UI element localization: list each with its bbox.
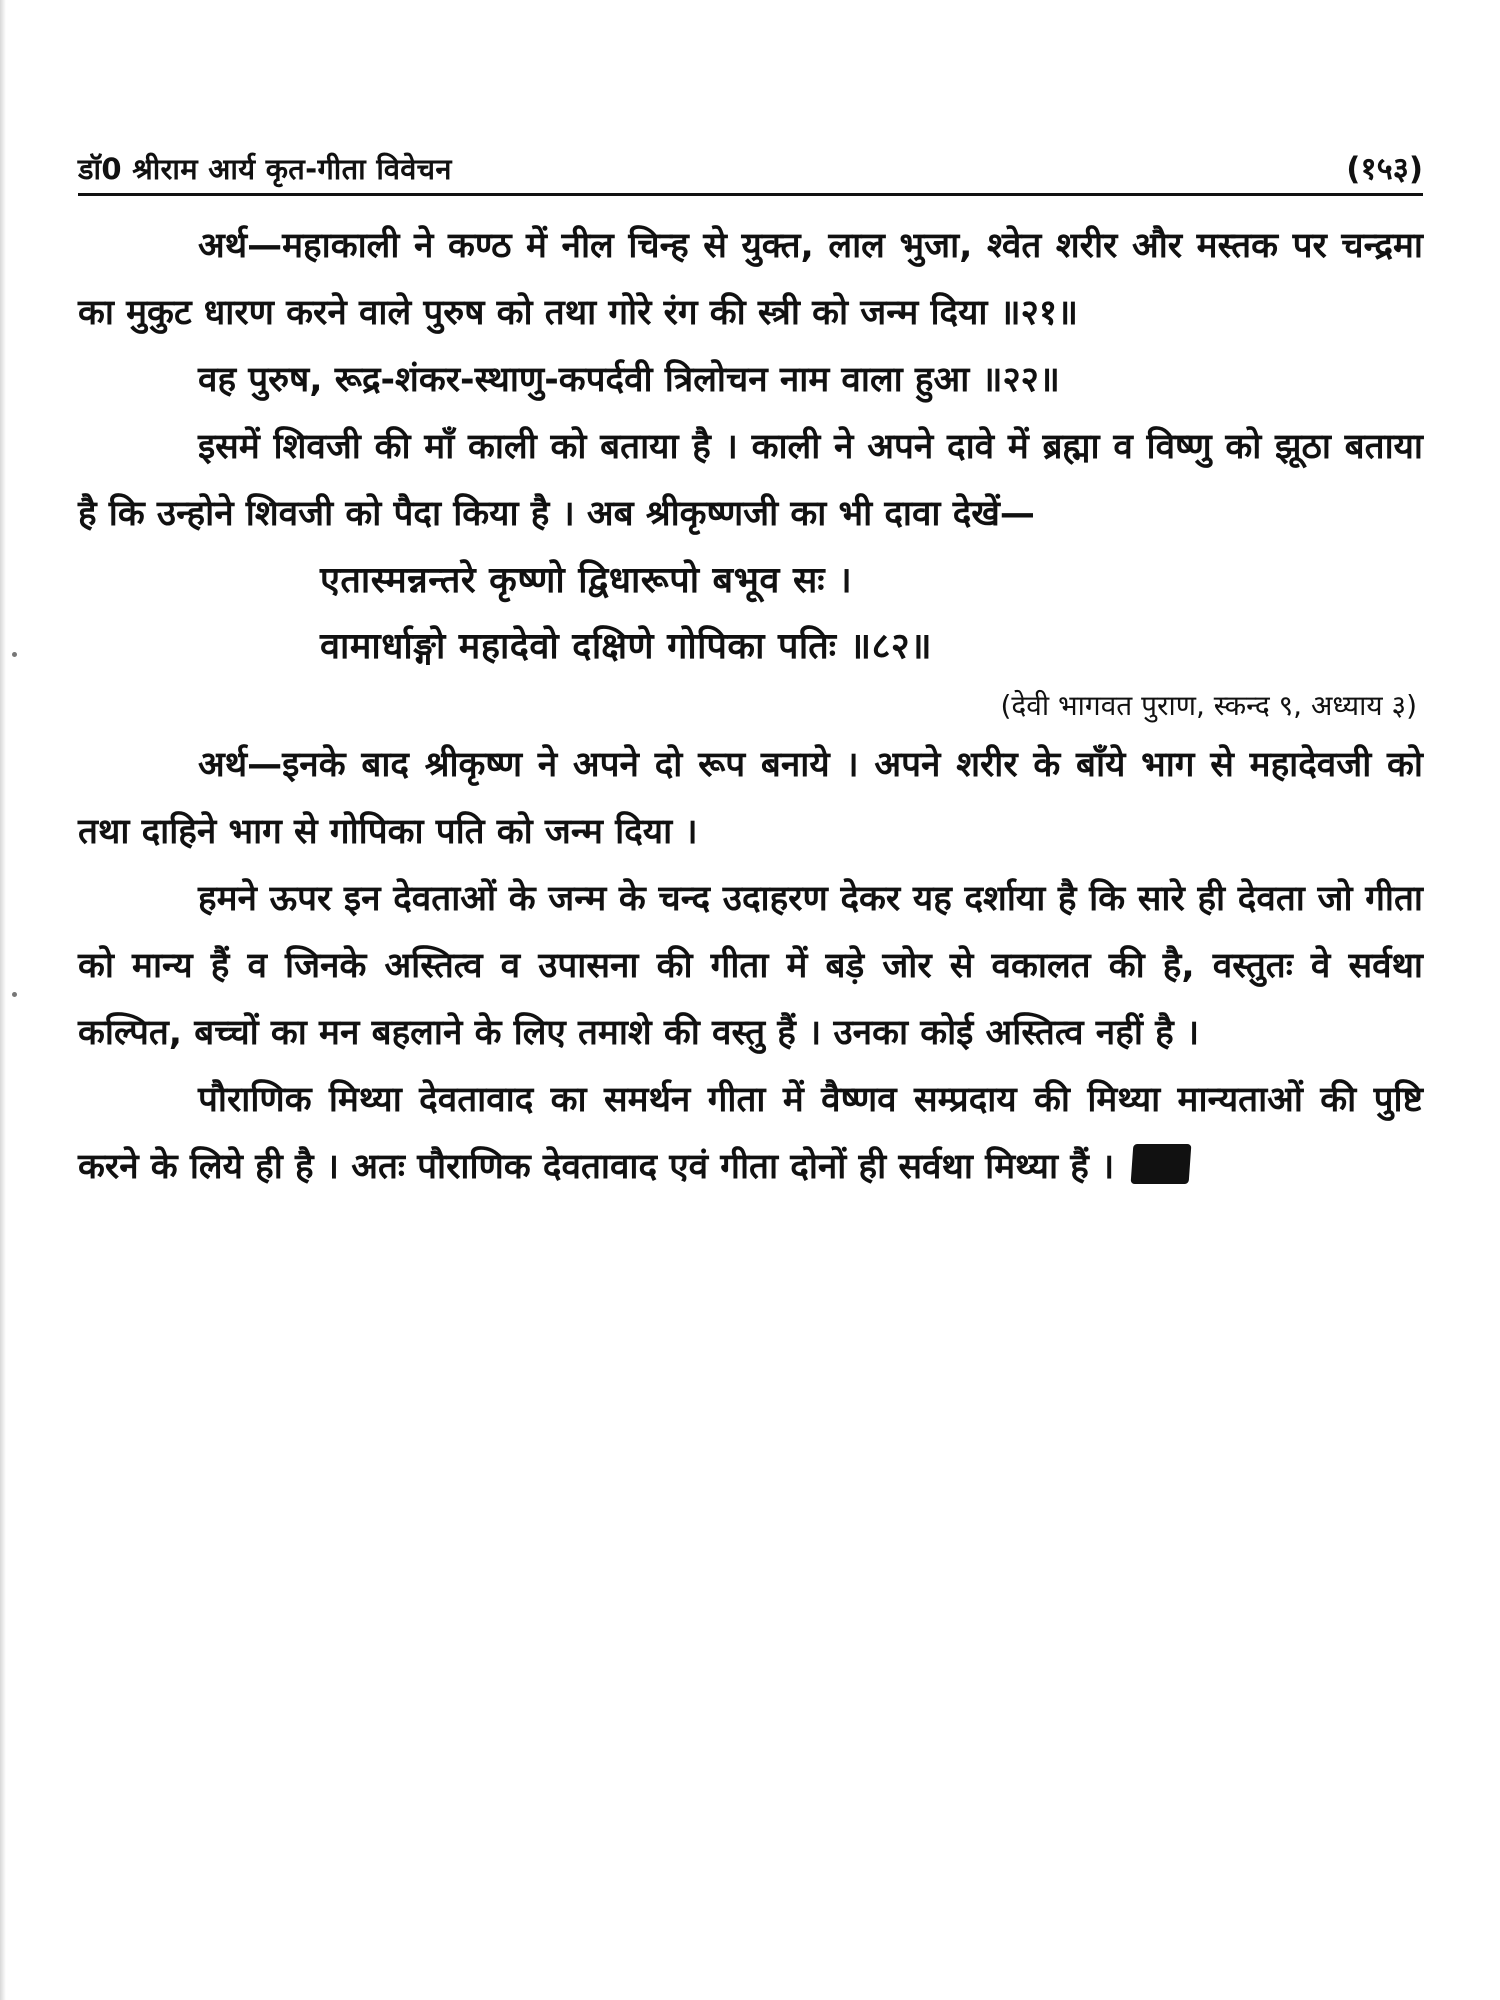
paragraph-text: —इनके बाद श्रीकृष्ण ने अपने दो रूप बनाये । अपने शरीर के बाँये भाग से महादेवजी को तथा दाहिने भाग से गोपिका पति को जन्म दिया ।: [78, 745, 1423, 852]
meaning-label: अर्थ: [198, 745, 248, 785]
running-header: [78, 143, 1423, 195]
end-of-chapter-mark: [1131, 1144, 1192, 1184]
paragraph-text: —महाकाली ने कण्ठ में नील चिन्ह से युक्त, लाल भुजा, श्वेत शरीर और मस्तक पर चन्द्रमा का मुकुट धारण करने वाले पुरुष को तथा गोरे रंग की स्त्री को जन्म दिया ॥२१॥: [78, 226, 1423, 333]
scan-edge-shadow: [0, 0, 6, 2000]
scan-speck: [12, 992, 17, 997]
verse-citation: (देवी भागवत पुराण, स्कन्द ९, अध्याय ३): [1000, 689, 1417, 722]
paragraph-conclusion: [78, 1067, 1423, 1201]
meaning-label: अर्थ: [198, 226, 248, 266]
page-body: [78, 213, 1423, 1201]
paragraph-meaning-21: [78, 213, 1423, 347]
header-rule: [78, 193, 1423, 196]
paragraph-rudra: वह पुरुष, रूद्र-शंकर-स्थाणु-कपर्दवी त्रिलोचन नाम वाला हुआ ॥२२॥: [198, 360, 1060, 400]
paragraph-deities-fiction: हमने ऊपर इन देवताओं के जन्म के चन्द उदाहरण देकर यह दर्शाया है कि सारे ही देवता जो गीता को मान्य हैं व जिनके अस्तित्व व उपासना की गीता में बड़े जोर से वकालत की है, वस्तुतः वे सर्वथा कल्पित, बच्चों का मन बहलाने के लिए तमाशे की वस्तु हैं । उनका कोई अस्तित्व नहीं है ।: [78, 879, 1423, 1053]
paragraph-text: पौराणिक मिथ्या देवतावाद का समर्थन गीता में वैष्णव सम्प्रदाय की मिथ्या मान्यताओं की पुष्टि करने के लिये ही है । अतः पौराणिक देवतावाद एवं गीता दोनों ही सर्वथा मिथ्या हैं ।: [78, 1080, 1423, 1187]
verse-line-2: वामार्धाङ्गो महादेवो दक्षिणे गोपिका पतिः ॥८२॥: [320, 626, 933, 667]
book-title: डॉ0 श्रीराम आर्य कृत-गीता विवेचन: [78, 152, 452, 186]
page-number: (१५३): [1346, 151, 1423, 187]
paragraph-kali-claim: इसमें शिवजी की माँ काली को बताया है । काली ने अपने दावे में ब्रह्मा व विष्णु को झूठा बताया है कि उन्होने शिवजी को पैदा किया है । अब श्रीकृष्णजी का भी दावा देखें—: [78, 427, 1423, 534]
scan-speck: [12, 652, 17, 657]
paragraph-meaning-krishna: [78, 732, 1423, 866]
verse-line-1: एतास्मन्नन्तरे कृष्णो द्विधारूपो बभूव सः ।: [320, 560, 853, 601]
